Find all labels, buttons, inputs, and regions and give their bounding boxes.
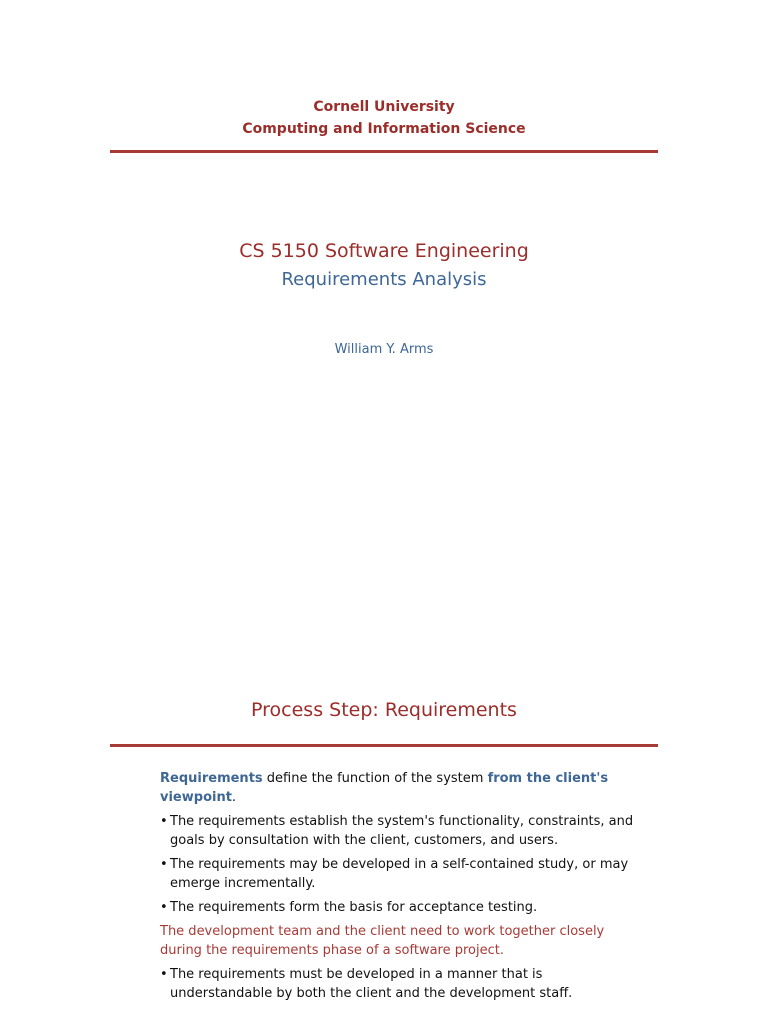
header-divider [110,150,658,153]
slide-title-divider [110,744,658,747]
org-name: Cornell University [313,99,455,115]
bullet-item [160,965,640,1003]
bullet-item [160,855,640,893]
slide-body [160,769,640,1008]
bullet-text: The requirements form the basis for acceptance testing. [170,900,538,915]
bullet-icon: • [160,967,168,982]
intro-term: Requirements [160,771,263,786]
intro-middle: define the function of the system [262,771,488,786]
intro-emphasis: from the client's viewpoint [160,771,609,805]
bullet-icon: • [160,857,168,872]
intro-paragraph [160,769,640,807]
bullet-icon: • [160,900,168,915]
bullet-icon: • [160,814,168,829]
emphasis-note: The development team and the client need to work together closely during the requirements phase of a software project. [160,924,605,958]
course-title: CS 5150 Software Engineering [239,240,529,262]
author-name: William Y. Arms [334,342,434,357]
bullet-text: The requirements must be developed in a manner that is understandable by both the client and the development staff. [170,967,573,1001]
bullet-item [160,812,640,850]
bullet-text: The requirements establish the system's functionality, constraints, and goals by consultation with the client, customers, and users. [170,814,634,848]
intro-end: . [231,790,237,805]
lecture-subtitle: Requirements Analysis [281,269,487,290]
slide-title: Process Step: Requirements [251,699,517,721]
bullet-item [160,898,640,917]
org-department: Computing and Information Science [242,121,526,137]
bullet-text: The requirements may be developed in a self-contained study, or may emerge incrementally. [170,857,629,891]
